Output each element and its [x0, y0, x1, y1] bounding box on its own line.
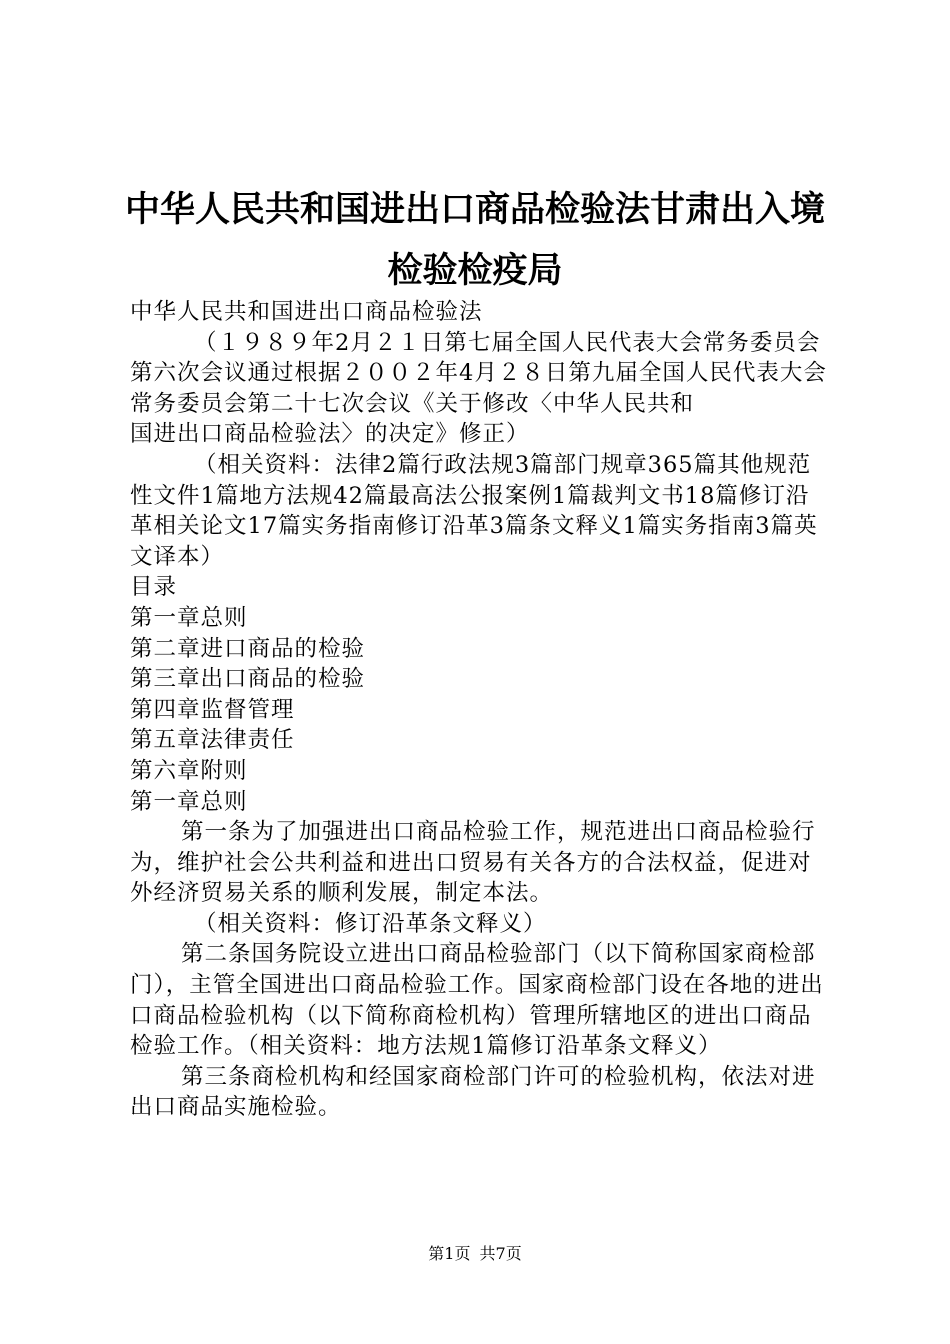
article-1-note: （相关资料：修订沿革条文释义）	[194, 910, 547, 937]
adoption-note: （１９８９年2月２１日第七届全国人民代表大会常务委员会第六次会议通过根据２００２年4月２８日第九届全国人民代表大会常务委员会第二十七次会议《关于修改〈中华人民共和	[130, 329, 827, 417]
toc-item: 第五章法律责任	[130, 727, 295, 754]
page-footer	[0, 1244, 950, 1264]
document-title-line1: 中华人民共和国进出口商品检验法甘肃出入境	[124, 189, 825, 230]
law-name: 中华人民共和国进出口商品检验法	[130, 299, 483, 325]
toc-heading: 目录	[130, 574, 178, 601]
adoption-note-continued: 国进出口商品检验法〉的决定》修正）	[130, 421, 530, 448]
page-total: 共7页	[479, 1244, 522, 1263]
related-materials: （相关资料：法律2篇行政法规3篇部门规章365篇其他规范性文件1篇地方法规42篇最高法公报案例1篇裁判文书18篇修订沿革相关论文17篇实务指南修订沿革3篇条文释义1篇实务指南3篇英文译本）	[130, 451, 818, 570]
toc-item: 第三章出口商品的检验	[130, 666, 366, 693]
chapter1-heading: 第一章总则	[130, 788, 248, 815]
page-number: 第1页	[428, 1244, 471, 1263]
toc-item: 第二章进口商品的检验	[130, 635, 366, 662]
toc-item: 第四章监督管理	[130, 696, 295, 723]
toc-item: 第六章附则	[130, 757, 248, 784]
document-body	[130, 297, 830, 1123]
article-2: 第二条国务院设立进出口商品检验部门（以下简称国家商检部门），主管全国进出口商品检验工作。国家商检部门设在各地的进出口商品检验机构（以下简称商检机构）管理所辖地区的进出口商品检验工作。（相关资料：地方法规1篇修订沿革条文释义）	[130, 941, 824, 1060]
article-3: 第三条商检机构和经国家商检部门许可的检验机构，依法对进出口商品实施检验。	[130, 1063, 816, 1121]
article-1: 第一条为了加强进出口商品检验工作，规范进出口商品检验行为，维护社会公共利益和进出口贸易有关各方的合法权益，促进对外经济贸易关系的顺利发展，制定本法。	[130, 819, 816, 907]
document-title-line2: 检验检疫局	[387, 250, 563, 291]
toc-item: 第一章总则	[130, 604, 248, 631]
